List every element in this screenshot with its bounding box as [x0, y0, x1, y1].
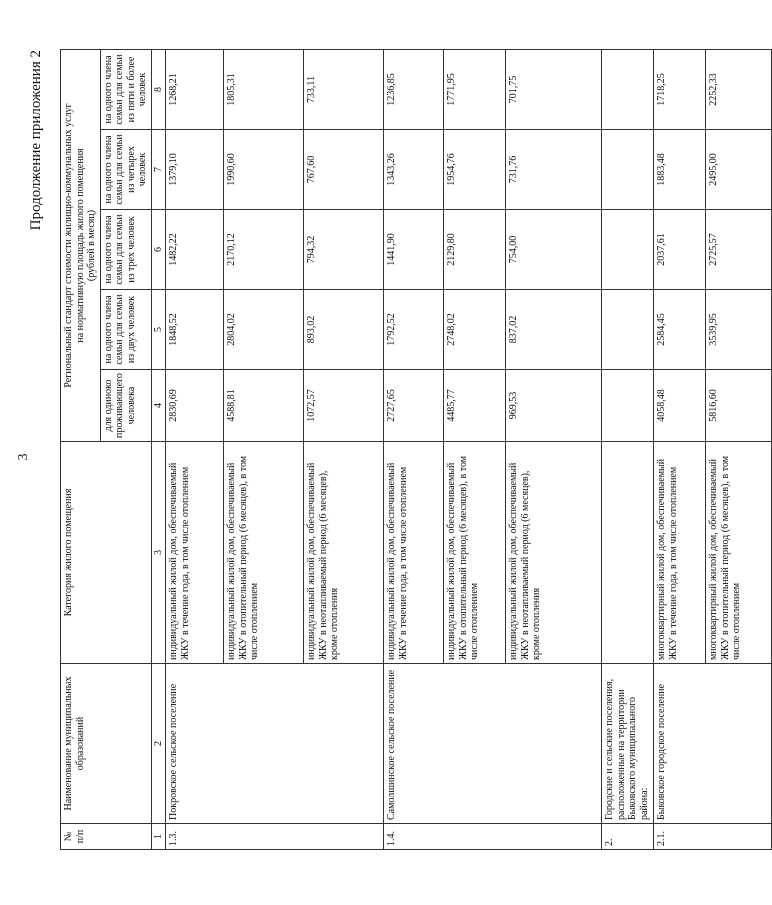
table-row — [166, 49, 224, 849]
header-sub-4: на одного члена семьи для семьи из четырех человек — [100, 130, 151, 210]
value-cell: 1072,57 — [304, 370, 384, 442]
empty-cell — [602, 370, 654, 442]
header-sub-2: на одного члена семьи для семьи из двух человек — [100, 290, 151, 370]
header-standard-line1: Региональный стандарт стоимости жилищно-коммунальных услуг — [63, 103, 74, 388]
header-standard-line3: (рублей в месяц) — [86, 209, 97, 282]
value-cell: 2804,02 — [224, 290, 304, 370]
value-cell: 4485,77 — [444, 370, 506, 442]
value-cell: 1236,85 — [384, 49, 444, 129]
housing-category: многоквартирный жилой дом, обеспечиваемый ЖКУ в отопительный период (6 месяцев), в том числе отоплением — [706, 442, 772, 664]
value-cell: 2830,69 — [166, 370, 224, 442]
empty-cell — [602, 49, 654, 129]
index-cell: 8 — [151, 49, 166, 129]
value-cell: 4588,81 — [224, 370, 304, 442]
group-title: Городские и сельские поселения, расположенные на территории Быковского муниципального района: — [602, 664, 654, 824]
value-cell: 1805,31 — [224, 49, 304, 129]
value-cell: 2748,02 — [444, 290, 506, 370]
municipality-name: Покровское сельское поселение — [166, 664, 384, 824]
header-no: № п/п — [61, 824, 152, 850]
housing-category: индивидуальный жилой дом, обеспечиваемый ЖКУ в течение года, в том числе отоплением — [166, 442, 224, 664]
row-number: 2.1. — [654, 824, 772, 850]
value-cell: 4058,48 — [654, 370, 706, 442]
value-cell: 2170,12 — [224, 210, 304, 290]
table-row — [384, 49, 444, 849]
standard-table — [60, 49, 772, 850]
value-cell: 2495,00 — [706, 130, 772, 210]
municipality-name: Быковское городское поселение — [654, 664, 772, 824]
column-index-row — [151, 49, 166, 849]
value-cell: 5816,60 — [706, 370, 772, 442]
empty-cell — [602, 210, 654, 290]
group-number: 2. — [602, 824, 654, 850]
table-row — [654, 49, 706, 849]
value-cell: 754,00 — [506, 210, 602, 290]
header-sub-3: на одного члена семьи для семьи из трех человек — [100, 210, 151, 290]
value-cell: 2037,61 — [654, 210, 706, 290]
value-cell: 2584,45 — [654, 290, 706, 370]
header-category: Категория жилого помещения — [61, 442, 152, 664]
housing-category: индивидуальный жилой дом, обеспечиваемый ЖКУ в отопительный период (6 месяцев), в том числе отоплением — [224, 442, 304, 664]
value-cell: 1883,48 — [654, 130, 706, 210]
value-cell: 731,76 — [506, 130, 602, 210]
header-standard — [61, 49, 101, 441]
index-cell: 2 — [151, 664, 166, 824]
value-cell: 701,75 — [506, 49, 602, 129]
housing-category: индивидуальный жилой дом, обеспечиваемый ЖКУ в неотапливаемый период (6 месяцев), кроме отопления — [304, 442, 384, 664]
value-cell: 767,60 — [304, 130, 384, 210]
housing-category: индивидуальный жилой дом, обеспечиваемый ЖКУ в течение года, в том числе отоплением — [384, 442, 444, 664]
index-cell: 6 — [151, 210, 166, 290]
value-cell: 1268,21 — [166, 49, 224, 129]
value-cell: 1482,22 — [166, 210, 224, 290]
empty-cell — [602, 290, 654, 370]
value-cell: 2129,80 — [444, 210, 506, 290]
municipality-name: Самолшинское сельское поселение — [384, 664, 602, 824]
row-number: 1.3. — [166, 824, 384, 850]
row-number: 1.4. — [384, 824, 602, 850]
value-cell: 2727,65 — [384, 370, 444, 442]
index-cell: 7 — [151, 130, 166, 210]
value-cell: 1343,26 — [384, 130, 444, 210]
group-row — [602, 49, 654, 849]
value-cell: 1771,95 — [444, 49, 506, 129]
value-cell: 733,11 — [304, 49, 384, 129]
value-cell: 3539,95 — [706, 290, 772, 370]
header-standard-line2: на нормативную площадь жилого помещения — [74, 148, 86, 343]
housing-category: индивидуальный жилой дом, обеспечиваемый ЖКУ в неотапливаемый период (6 месяцев), кроме отопления — [506, 442, 602, 664]
value-cell: 969,53 — [506, 370, 602, 442]
housing-category: многоквартирный жилой дом, обеспечиваемый ЖКУ в течение года, в том числе отоплением — [654, 442, 706, 664]
empty-cell — [602, 130, 654, 210]
header-sub-5: на одного члена семьи для семьи из пяти и более человек — [100, 49, 151, 129]
value-cell: 1718,25 — [654, 49, 706, 129]
index-cell: 3 — [151, 442, 166, 664]
header-sub-1: для одиноко проживающего человека — [100, 370, 151, 442]
value-cell: 1441,90 — [384, 210, 444, 290]
value-cell: 2725,57 — [706, 210, 772, 290]
value-cell: 1848,52 — [166, 290, 224, 370]
header-name: Наименование муниципальных образований — [61, 664, 152, 824]
index-cell: 1 — [151, 824, 166, 850]
value-cell: 1990,60 — [224, 130, 304, 210]
housing-category: индивидуальный жилой дом, обеспечиваемый ЖКУ в отопительный период (6 месяцев), в том числе отоплением — [444, 442, 506, 664]
value-cell: 794,32 — [304, 210, 384, 290]
value-cell: 837,02 — [506, 290, 602, 370]
index-cell: 5 — [151, 290, 166, 370]
value-cell: 1792,52 — [384, 290, 444, 370]
value-cell: 2252,33 — [706, 49, 772, 129]
appendix-subtitle: Продолжение приложения 2 — [28, 50, 44, 231]
value-cell: 893,02 — [304, 290, 384, 370]
index-cell: 4 — [151, 370, 166, 442]
page-number: 3 — [16, 453, 31, 461]
value-cell: 1379,10 — [166, 130, 224, 210]
empty-cell — [602, 442, 654, 664]
value-cell: 1954,76 — [444, 130, 506, 210]
